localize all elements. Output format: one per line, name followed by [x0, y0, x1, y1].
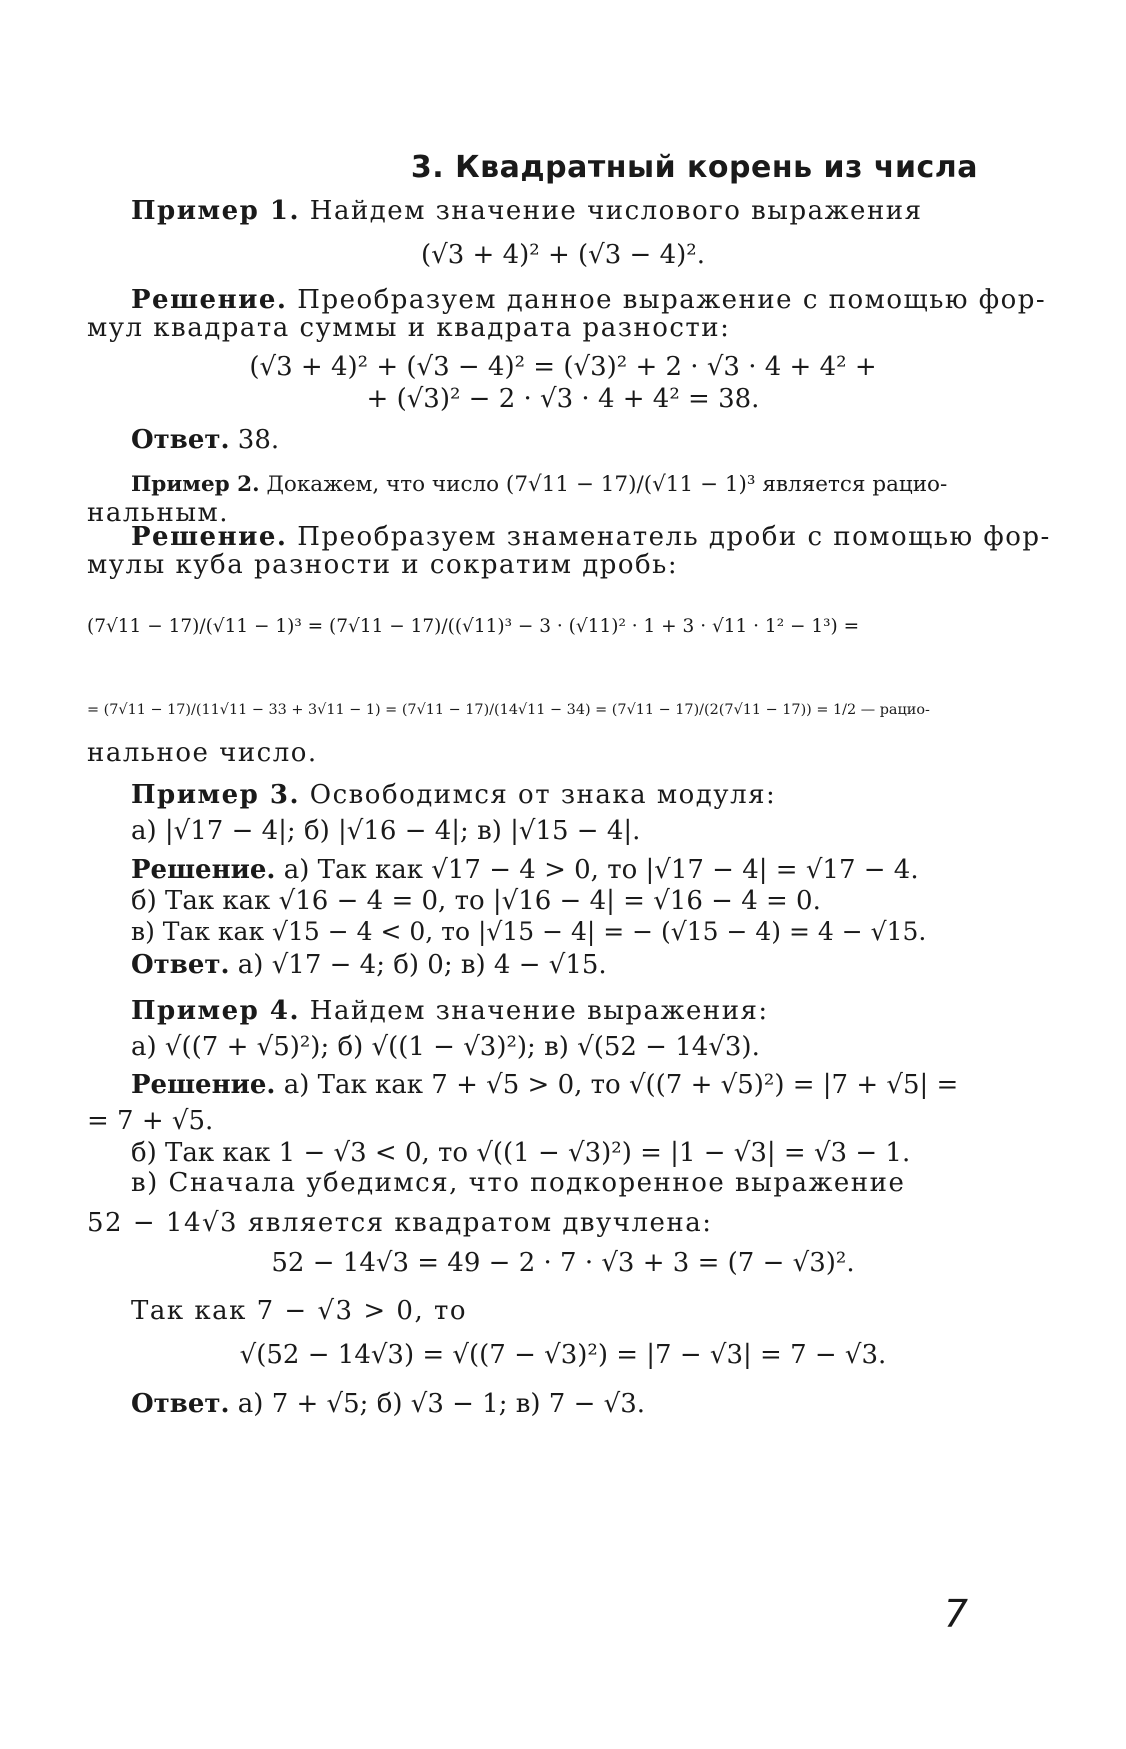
keyword-label: Пример 4. [131, 996, 301, 1026]
example-4-solution-c: в) Сначала убедимся, что подкоренное выражение [131, 1168, 906, 1198]
keyword-label: Пример 1. [131, 196, 301, 226]
example-2-solution-line-2: мулы куба разности и сократим дробь: [87, 550, 679, 580]
example-3-answer: Ответ. а) √17 − 4; б) 0; в) 4 − √15. [131, 950, 607, 980]
example-2-equation-line-2: = (7√11 − 17)/(11√11 − 33 + 3√11 − 1) = (7√11 − 17)/(14√11 − 34) = (7√11 − 17)/(2(7√11 − 17)) = 1/2 — рацио- [87, 702, 930, 718]
example-2-heading-cont: нальным. [87, 498, 230, 528]
example-4-solution-c-cont: 52 − 14√3 является квадратом двучлена: [87, 1208, 713, 1238]
keyword-label: Решение. [131, 855, 276, 885]
example-1-answer: Ответ. 38. [131, 425, 280, 455]
example-4-solution-a-cont: = 7 + √5. [87, 1106, 214, 1136]
keyword-label: Ответ. [131, 1389, 230, 1419]
example-4-answer: Ответ. а) 7 + √5; б) √3 − 1; в) 7 − √3. [131, 1389, 646, 1419]
example-4-solution-b: б) Так как 1 − √3 < 0, то √((1 − √3)²) = |1 − √3| = √3 − 1. [131, 1138, 911, 1168]
example-3-items: а) |√17 − 4|; б) |√16 − 4|; в) |√15 − 4|. [131, 816, 641, 846]
keyword-label: Ответ. [131, 950, 230, 980]
example-4-heading: Пример 4. Найдем значение выражения: [131, 996, 769, 1026]
keyword-label: Решение. [131, 285, 288, 315]
section-title: 3. Квадратный корень из числа [410, 150, 978, 185]
example-2-heading: Пример 2. Докажем, что число (7√11 − 17)/(√11 − 1)³ является рацио- [131, 472, 948, 497]
example-1-equation-line-1: (√3 + 4)² + (√3 − 4)² = (√3)² + 2 · √3 · 4 + 4² + [249, 352, 877, 382]
example-1-equation-line-2: + (√3)² − 2 · √3 · 4 + 4² = 38. [366, 384, 760, 414]
keyword-label: Пример 3. [131, 780, 301, 810]
example-4-equation: 52 − 14√3 = 49 − 2 · 7 · √3 + 3 = (7 − √3)². [271, 1248, 855, 1278]
example-1-solution-line-2: мул квадрата суммы и квадрата разности: [87, 313, 731, 343]
example-2-equation-line-1: (7√11 − 17)/(√11 − 1)³ = (7√11 − 17)/((√11)³ − 3 · (√11)² · 1 + 3 · √11 · 1² − 1³) = [87, 616, 860, 637]
example-3-solution-a: Решение. а) Так как √17 − 4 > 0, то |√17 − 4| = √17 − 4. [131, 855, 919, 885]
example-2-solution-line-1: Решение. Преобразуем знаменатель дроби с помощью фор- [131, 522, 1051, 552]
example-4-solution-a: Решение. а) Так как 7 + √5 > 0, то √((7 + √5)²) = |7 + √5| = [131, 1070, 959, 1100]
example-1-solution-line-1: Решение. Преобразуем данное выражение с помощью фор- [131, 285, 1047, 315]
example-3-heading: Пример 3. Освободимся от знака модуля: [131, 780, 777, 810]
example-1-expression: (√3 + 4)² + (√3 − 4)². [421, 240, 705, 270]
example-3-solution-b: б) Так как √16 − 4 = 0, то |√16 − 4| = √16 − 4 = 0. [131, 886, 821, 916]
example-2-conclusion: нальное число. [87, 738, 318, 768]
page-number: 7 [943, 1592, 968, 1636]
keyword-label: Решение. [131, 1070, 276, 1100]
keyword-label: Решение. [131, 522, 288, 552]
keyword-label: Пример 2. [131, 472, 260, 497]
example-4-items: а) √((7 + √5)²); б) √((1 − √3)²); в) √(52 − 14√3). [131, 1032, 760, 1062]
example-4-final-equation: √(52 − 14√3) = √((7 − √3)²) = |7 − √3| = 7 − √3. [239, 1340, 887, 1370]
example-3-solution-c: в) Так как √15 − 4 < 0, то |√15 − 4| = − (√15 − 4) = 4 − √15. [131, 917, 927, 946]
example-4-condition: Так как 7 − √3 > 0, то [131, 1296, 468, 1326]
example-1-heading: Пример 1. Найдем значение числового выражения [131, 196, 923, 226]
keyword-label: Ответ. [131, 425, 230, 455]
